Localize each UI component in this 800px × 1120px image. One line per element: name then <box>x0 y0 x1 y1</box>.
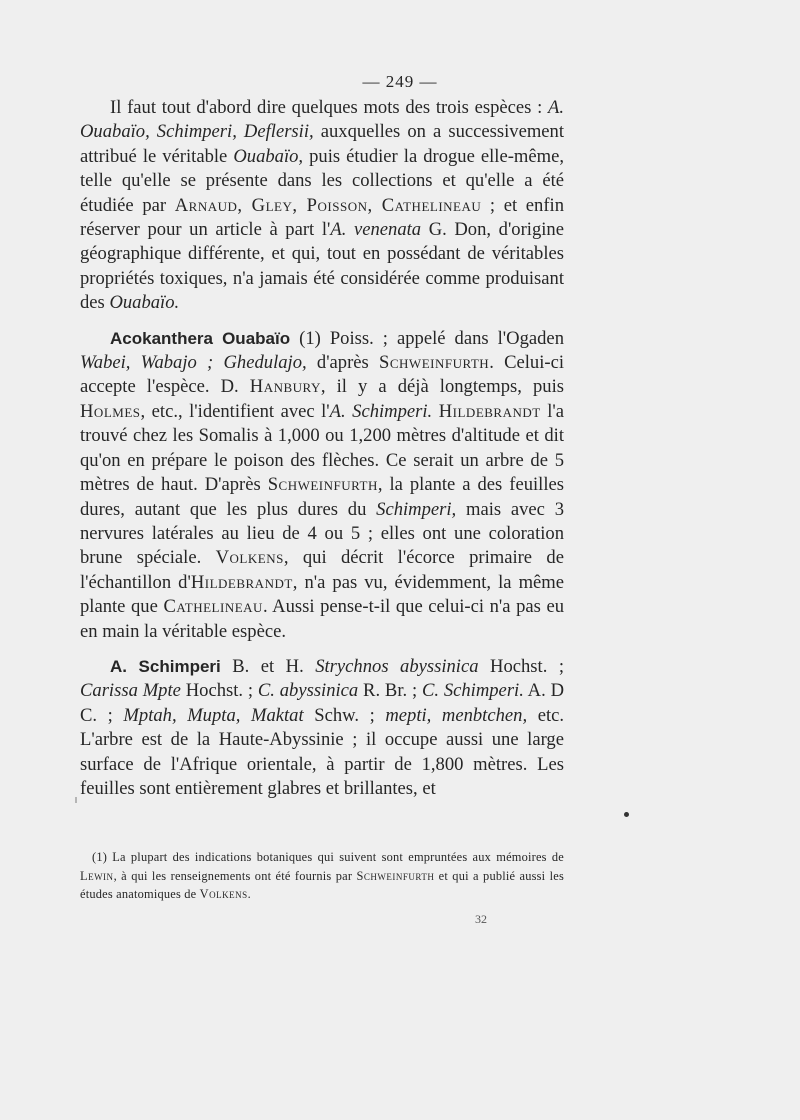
text-run: (1) La plupart des indications botaniques qui suivent sont empruntées aux mémoires de <box>92 850 564 864</box>
synonym: C. Schimperi. <box>421 680 524 702</box>
text-run: puis étudier la drogue elle-même, telle qu'elle se présente dans les collections et qu'elle a été étudiée par <box>80 145 564 216</box>
text-run: Schw. ; <box>303 704 386 726</box>
margin-dot <box>624 812 629 817</box>
paragraph-schimperi <box>80 655 564 801</box>
footnote <box>80 848 564 904</box>
author-name: Cathelineau <box>163 596 263 618</box>
author-name: Holmes <box>80 400 141 422</box>
species-heading: A. Schimperi <box>110 656 221 676</box>
text-run: G. Don, d'origine géographique différente, et qui, tout en possédant de véritables propriétés toxiques, n'a jamais été considérée comme produisant des <box>80 219 564 314</box>
text-run: Hochst. ; <box>180 680 258 702</box>
text-run: Hochst. ; <box>478 655 564 677</box>
text-run: l'a trouvé chez les Somalis à 1,000 ou 1,200 mètres d'altitude et dit qu'on en prépare le poison des flèches. Ce serait un arbre de 5 mètres de haut. D'après <box>80 400 564 496</box>
paragraph-intro <box>80 96 564 316</box>
author-name: Volkens <box>199 887 248 902</box>
text-run: , il y a déjà longtemps, puis <box>320 376 564 398</box>
author-name: Volkens <box>215 547 284 569</box>
text-run: Il faut tout d'abord dire quelques mots des trois espèces : <box>110 97 548 118</box>
text-run: etc. L'arbre est de la Haute-Abyssinie ; il occupe aussi une large surface de l'Afrique orientale, à partir de 1,800 mètres. Les feuilles sont entièrement glabres et brillantes, et <box>80 704 565 799</box>
species-names: A. Ouabaïo, Schimperi, Deflersii, <box>80 97 564 143</box>
margin-mark <box>75 797 77 803</box>
footnote-text <box>80 848 564 904</box>
text-run: , la plante a des feuilles dures, autant que les plus dures du <box>80 474 564 520</box>
body-text <box>80 96 564 801</box>
author-name: Hildebrandt <box>438 400 541 422</box>
text-run: , à qui les renseignements ont été fournis par <box>113 868 357 883</box>
text-run: mais avec 3 nervures latérales au lieu de 4 ou 5 ; elles ont une coloration brune spéciale. <box>80 498 564 569</box>
species-name: Ouabaïo. <box>109 292 180 314</box>
synonym: Strychnos abyssinica <box>315 655 479 677</box>
text-run: ; et enfin réserver pour un article à part l' <box>80 194 564 241</box>
text-run: d'après <box>306 352 380 374</box>
vernacular-names: Mptah, Mupta, Maktat <box>123 704 304 726</box>
text-run: (1) Poiss. ; appelé dans l'Ogaden <box>290 327 564 349</box>
paragraph-ouabaio <box>80 327 564 644</box>
text-run: et qui a publié aussi les études anatomiques de <box>80 868 565 902</box>
species-heading: Acokanthera Ouabaïo <box>110 328 291 348</box>
author-name: Schweinfurth <box>267 474 378 496</box>
text-run: , etc., l'identifient avec l' <box>140 400 330 422</box>
species-name: A. Schimperi. <box>329 400 433 422</box>
text-run: . <box>247 887 251 902</box>
text-run: auxquelles on a successivement attribué le véritable <box>80 121 564 167</box>
vernacular-names: Wabei, Wabajo ; Ghedulajo, <box>80 352 307 374</box>
author-name: Hildebrandt <box>190 571 293 593</box>
text-run: . Aussi pense-t-il que celui-ci n'a pas eu en main la véritable espèce. <box>80 596 564 642</box>
synonym: Carissa Mpte <box>80 680 181 702</box>
text-run: , qui décrit l'écorce primaire de l'échantillon d' <box>80 547 564 593</box>
printer-signature: 32 <box>475 912 487 926</box>
species-name: Schimperi, <box>376 498 457 520</box>
text-run: A. D C. ; <box>80 680 564 726</box>
synonym: C. abyssinica <box>257 680 359 702</box>
text-run: B. et H. <box>220 655 316 677</box>
vernacular-names: mepti, menbtchen, <box>385 704 528 726</box>
species-name: Ouabaïo, <box>233 145 304 167</box>
page-number: — 249 — <box>362 72 438 91</box>
author-names: Arnaud, Gley, Poisson, Cathelineau <box>174 194 482 216</box>
author-name: Schweinfurth <box>379 352 490 374</box>
species-name: A. venenata <box>330 219 422 241</box>
author-name: Schweinfurth <box>356 868 435 883</box>
text-run: . Celui-ci accepte l'espèce. D. <box>80 352 564 398</box>
author-name: Lewin <box>80 868 114 883</box>
author-name: Hanbury <box>249 376 321 398</box>
text-run: R. Br. ; <box>358 680 422 702</box>
text-run: , n'a pas vu, évidemment, la même plante que <box>80 571 564 618</box>
